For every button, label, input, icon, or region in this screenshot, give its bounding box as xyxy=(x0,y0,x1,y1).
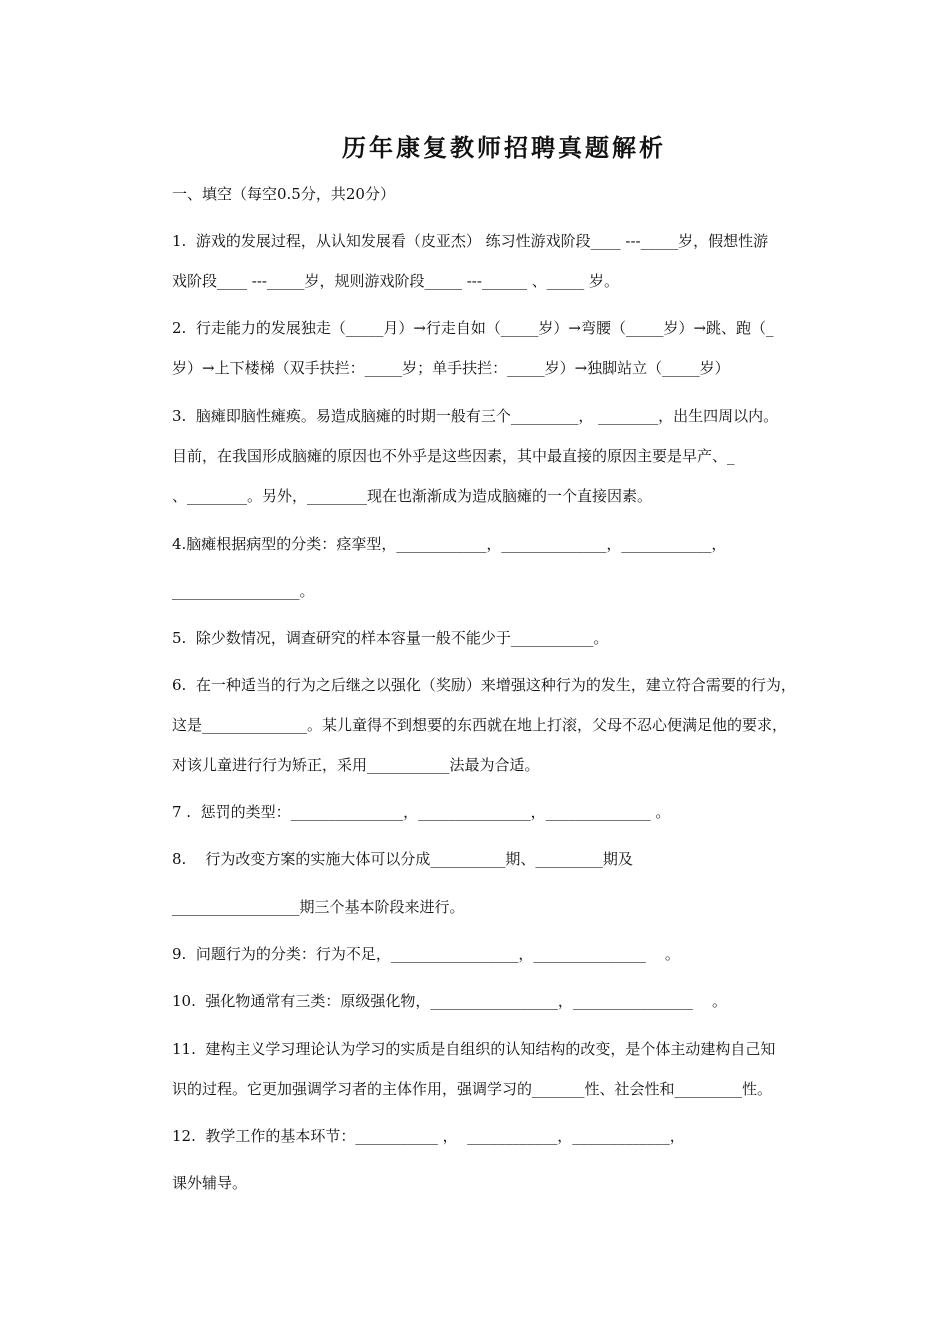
question-2-line-2: 岁）→上下楼梯（双手扶拦：_____岁；单手扶拦：_____岁）→独脚站立（_____岁） xyxy=(172,359,730,377)
question-8-line-2: _________________期三个基本阶段来进行。 xyxy=(172,898,465,916)
question-5: 5. 除少数情况，调查研究的样本容量一般不能少于___________。 xyxy=(172,629,609,647)
question-7: 7 . 惩罚的类型：_______________，_______________，______________ 。 xyxy=(172,803,671,821)
question-9: 9. 问题行为的分类：行为不足，_________________，_______________ 。 xyxy=(172,945,680,963)
question-6-line-2: 这是______________。某儿童得不到想要的东西就在地上打滚，父母不忍心便满足他的要求， xyxy=(172,716,788,734)
question-3-line-2: 目前，在我国形成脑瘫的原因也不外乎是这些因素，其中最直接的原因主要是早产、_ xyxy=(172,447,735,465)
question-1-line-1: 1. 游戏的发展过程，从认知发展看（皮亚杰） 练习性游戏阶段____ ---_____岁，假想性游 xyxy=(172,232,769,250)
question-6-line-3: 对该儿童进行行为矫正，采用___________法最为合适。 xyxy=(172,756,540,774)
question-8-line-1: 8. 行为改变方案的实施大体可以分成__________期、_________期及 xyxy=(172,850,633,868)
page-title: 历年康复教师招聘真题解析 xyxy=(342,133,666,162)
question-3-line-1: 3. 脑瘫即脑性瘫痪。易造成脑瘫的时期一般有三个_________， ________，出生四周以内。 xyxy=(172,407,779,425)
question-2-line-1: 2. 行走能力的发展独走（_____月）→行走自如（_____岁）→弯腰（_____岁）→跳、跑（_ xyxy=(172,319,774,337)
question-11-line-1: 11. 建构主义学习理论认为学习的实质是自组织的认知结构的改变，是个体主动建构自己知 xyxy=(172,1040,776,1058)
question-10: 10. 强化物通常有三类：原级强化物，_________________，________________ 。 xyxy=(172,992,727,1010)
question-6-line-1: 6. 在一种适当的行为之后继之以强化（奖励）来增强这种行为的发生，建立符合需要的行为， xyxy=(172,676,796,694)
question-1-line-2: 戏阶段____ ---_____岁，规则游戏阶段_____ ---______ 、_____ 岁。 xyxy=(172,272,619,290)
section-heading: 一、填空（每空0.5分，共20分） xyxy=(172,185,395,203)
question-12-line-1: 12. 教学工作的基本环节：___________ ， ____________，_____________， xyxy=(172,1127,685,1145)
question-4-line-1: 4.脑瘫根据病型的分类：痉挛型，____________，______________，____________， xyxy=(172,535,727,553)
question-4-line-2: _________________。 xyxy=(172,582,315,600)
question-3-line-3: 、________。另外，________现在也渐渐成为造成脑瘫的一个直接因素。 xyxy=(172,487,653,505)
question-12-line-2: 课外辅导。 xyxy=(172,1174,248,1192)
question-11-line-2: 识的过程。它更加强调学习者的主体作用，强调学习的_______性、社会性和_________性。 xyxy=(172,1080,773,1098)
